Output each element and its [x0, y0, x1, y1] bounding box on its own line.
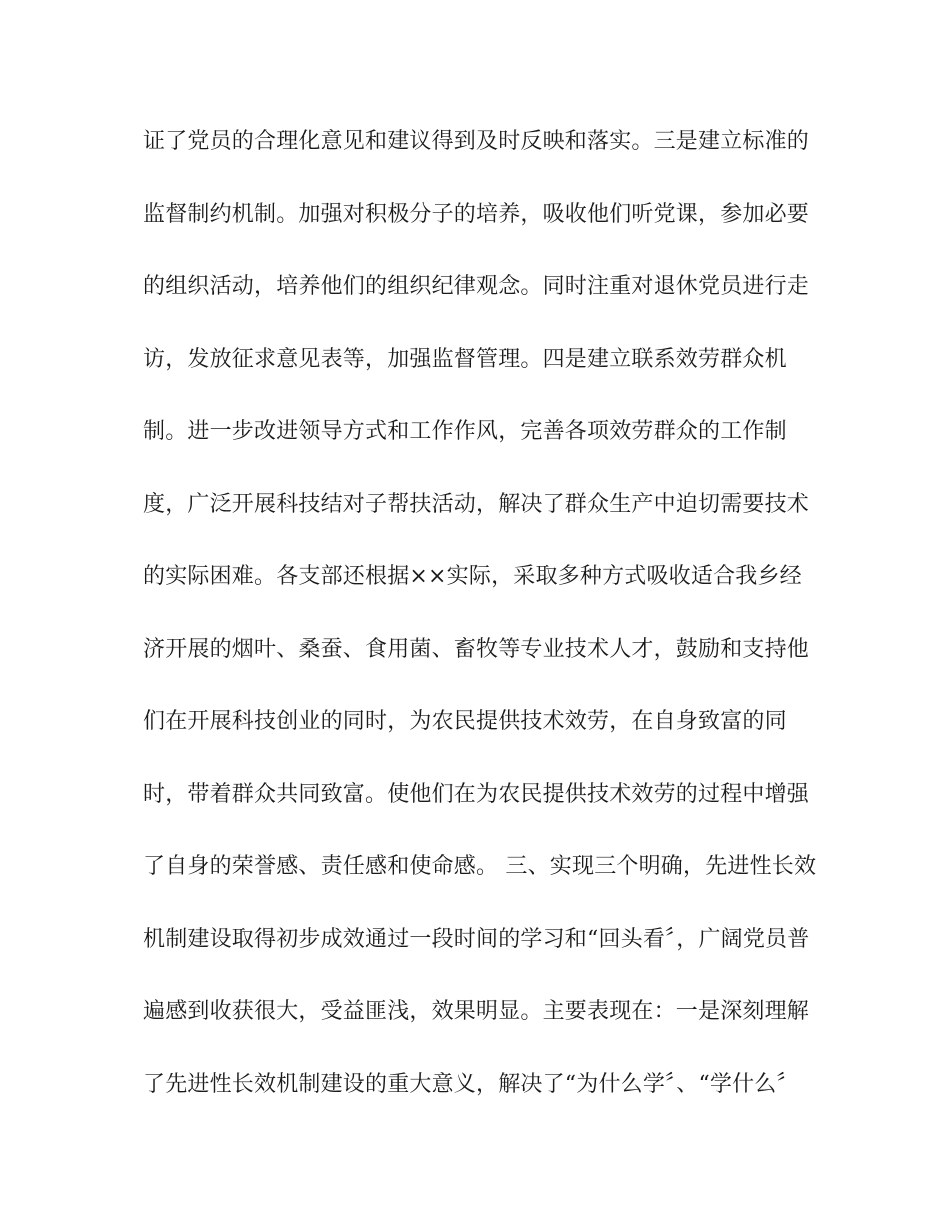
- text-line: 了先进性长效机制建设的重大意义，解决了“为什么学〞、“学什么〞: [143, 1071, 799, 1097]
- text-line: 机制建设取得初步成效通过一段时间的学习和“回头看〞，广阔党员普: [143, 926, 810, 952]
- body-text: [143, 124, 823, 1139]
- text-line: 济开展的烟叶、桑蚕、食用菌、畜牧等专业技术人才，鼓励和支持他: [143, 636, 810, 662]
- text-line: 时，带着群众共同致富。使他们在为农民提供技术效劳的过程中增强: [143, 781, 810, 807]
- text-line: 们在开展科技创业的同时，为农民提供技术效劳，在自身致富的同: [143, 709, 787, 734]
- text-line: 的组织活动，培养他们的组织纪律观念。同时注重对退休党员进行走: [143, 274, 810, 299]
- text-line: 了自身的荣誉感、责任感和使命感。 三、实现三个明确，先进性长效: [143, 854, 817, 879]
- text-line: 监督制约机制。加强对积极分子的培养，吸收他们听党课，参加必要: [143, 201, 810, 227]
- text-line: 的实际困难。各支部还根据××实际，采取多种方式吸收适合我乡经: [143, 564, 802, 589]
- text-line: 制。进一步改进领导方式和工作作风，完善各项效劳群众的工作制: [143, 419, 787, 444]
- text-line: 访，发放征求意见表等，加强监督管理。四是建立联系效劳群众机: [143, 346, 787, 372]
- text-line: 度，广泛开展科技结对子帮扶活动，解决了群众生产中迫切需要技术: [143, 491, 810, 517]
- text-line: 证了党员的合理化意见和建议得到及时反映和落实。三是建立标准的: [143, 129, 810, 154]
- text-line: 遍感到收获很大，受益匪浅，效果明显。主要表现在：一是深刻理解: [143, 999, 810, 1024]
